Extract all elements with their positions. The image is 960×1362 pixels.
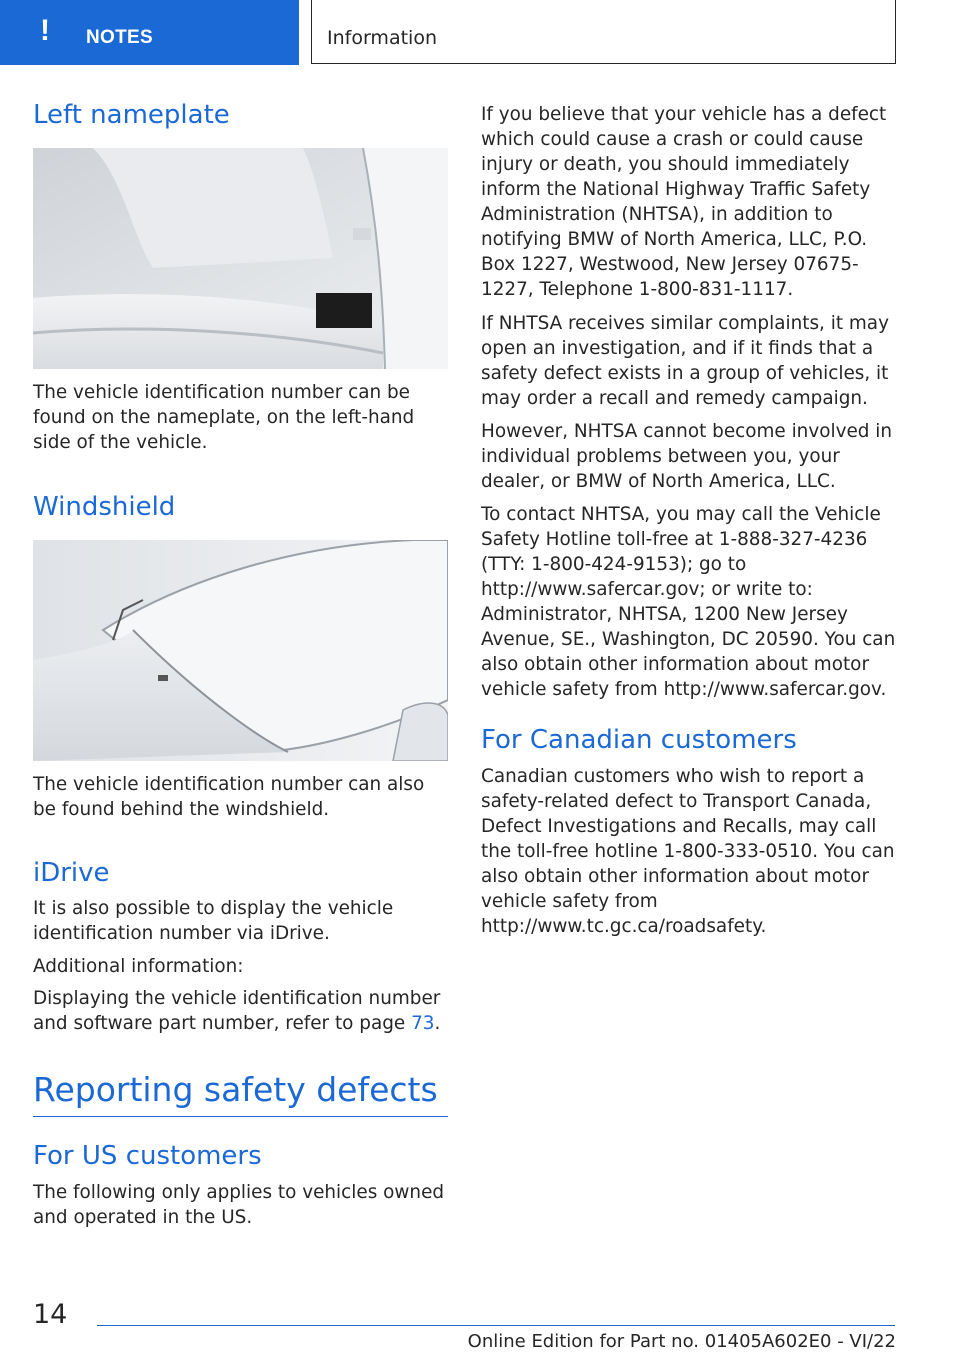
edition-info: Online Edition for Part no. 01405A602E0 - VI/22 xyxy=(467,1331,896,1352)
exclamation-icon: ! xyxy=(40,14,50,47)
section-label: NOTES xyxy=(86,27,153,48)
nameplate-text: The vehicle identification number can be found on the nameplate, on the left-hand side of the vehicle. xyxy=(33,382,415,453)
reporting-rule xyxy=(33,1116,448,1117)
nameplate-image xyxy=(33,148,448,369)
chapter-header xyxy=(311,0,896,64)
nhtsa-contact-text: To contact NHTSA, you may call the Vehicle Safety Hotline toll-free at 1-888-327-4236 (TTY: 1-800-424-9153); go to http://www.safercar.gov; or write to: Administrator, NHTSA, 1200 New Jersey Avenue, SE., Washington, DC 20590. You can also obtain other information about motor vehicle safety from http://www.safercar.gov. xyxy=(481,504,896,700)
windshield-text: The vehicle identification number can also be found behind the windshield. xyxy=(33,774,425,820)
chapter-title: Information xyxy=(327,27,437,49)
canadian-customers-text: Canadian customers who wish to report a safety-related defect to Transport Canada, Defect Investigations and Recalls, may call the toll-free hotline 1-800-333-0510. You can also obtain other information about motor vehicle safety from http://www.tc.gc.ca/roadsafety. xyxy=(481,766,895,937)
canadian-customers-heading: For Canadian customers xyxy=(481,725,797,755)
section-tab[interactable] xyxy=(0,0,299,65)
reporting-heading: Reporting safety defects xyxy=(33,1070,438,1109)
nameplate-heading: Left nameplate xyxy=(33,100,230,130)
displaying-text-body: Displaying the vehicle identification number and software part number, refer to page xyxy=(33,988,441,1034)
additional-info-label: Additional information: xyxy=(33,956,244,977)
us-customers-heading: For US customers xyxy=(33,1141,262,1171)
defect-report-text: If you believe that your vehicle has a defect which could cause a crash or could cause injury or death, you should immediately inform the National Highway Traffic Safety Administration (NHTSA), in addition to notifying BMW of North America, LLC, P.O. Box 1227, Westwood, New Jersey 07675-1227, Telephone 1-800-831-1117. xyxy=(481,104,887,300)
page-ref-link[interactable]: 73 xyxy=(411,1013,435,1034)
page-number: 14 xyxy=(33,1299,68,1330)
us-customers-text: The following only applies to vehicles owned and operated in the US. xyxy=(33,1182,445,1228)
idrive-text: It is also possible to display the vehicle identification number via iDrive. xyxy=(33,898,394,944)
idrive-heading: iDrive xyxy=(33,858,110,888)
displaying-text-period: . xyxy=(434,1013,441,1034)
footer-rule xyxy=(97,1325,895,1326)
nhtsa-however-text: However, NHTSA cannot become involved in individual problems between you, your dealer, or BMW of North America, LLC. xyxy=(481,421,893,492)
windshield-heading: Windshield xyxy=(33,492,176,522)
windshield-image xyxy=(33,540,448,761)
displaying-text xyxy=(33,986,448,1036)
nhtsa-complaints-text: If NHTSA receives similar complaints, it may open an investigation, and if it finds that a safety defect exists in a group of vehicles, it may order a recall and remedy campaign. xyxy=(481,313,889,409)
